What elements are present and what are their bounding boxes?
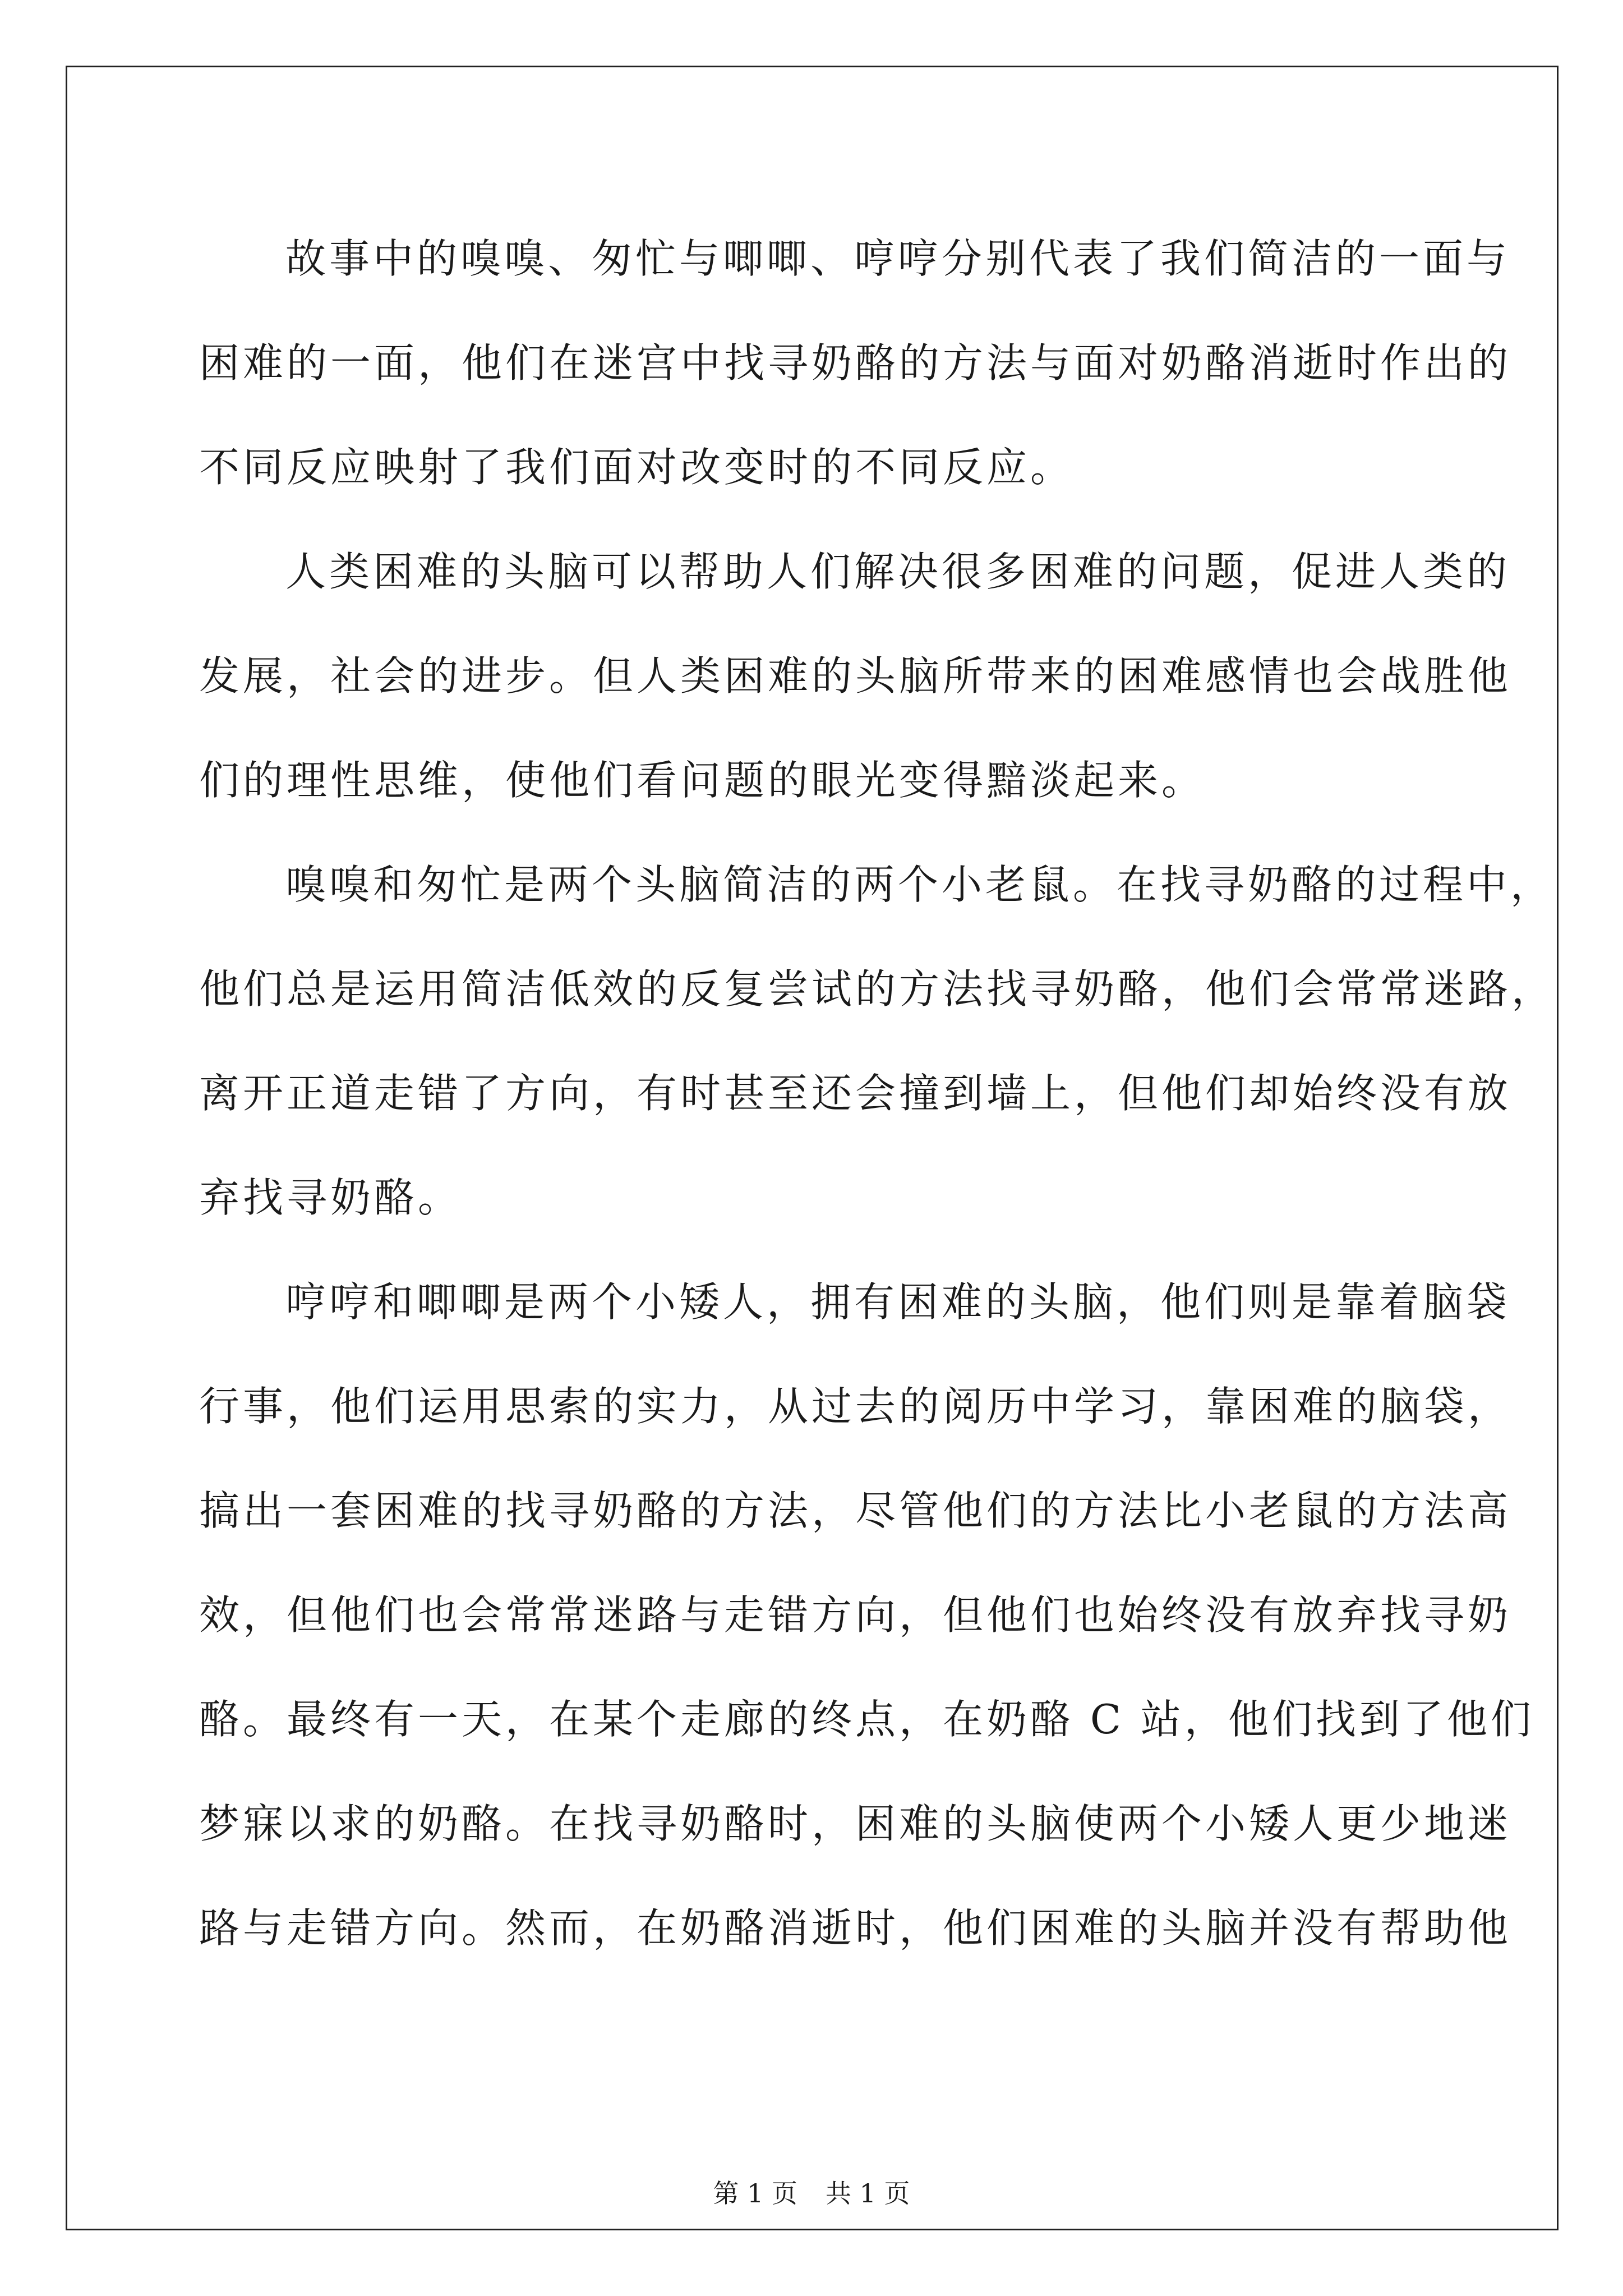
text-line: 梦寐以求的奶酪。在找寻奶酪时，困难的头脑使两个小矮人更少地迷 (199, 1800, 1512, 1847)
text-line: 们的理性思维，使他们看问题的眼光变得黯淡起来。 (199, 757, 1206, 804)
text-line: 哼哼和唧唧是两个小矮人，拥有困难的头脑，他们则是靠着脑袋 (285, 1278, 1511, 1326)
text-line: 人类困难的头脑可以帮助人们解决很多困难的问题，促进人类的 (285, 548, 1511, 595)
text-line: 效，但他们也会常常迷路与走错方向，但他们也始终没有放弃找寻奶 (199, 1591, 1512, 1639)
text-line: 发展，社会的进步。但人类困难的头脑所带来的困难感情也会战胜他 (199, 652, 1512, 700)
page-footer (0, 2177, 1623, 2210)
paragraph (199, 206, 1512, 519)
document-body (199, 206, 1556, 1980)
text-line: 他们总是运用简洁低效的反复尝试的方法找寻奶酪，他们会常常迷路， (199, 965, 1556, 1013)
text-line: 路与走错方向。然而，在奶酪消逝时，他们困难的头脑并没有帮助他 (199, 1904, 1512, 1952)
text-line: 弃找寻奶酪。 (199, 1174, 462, 1221)
paragraph (199, 1250, 1534, 1980)
page-total: 共 1 页 (826, 2178, 910, 2208)
text-line: 嗅嗅和匆忙是两个头脑简洁的两个小老鼠。在找寻奶酪的过程中， (285, 861, 1555, 908)
paragraph (199, 832, 1556, 1250)
page-number: 第 1 页 (713, 2178, 797, 2208)
text-line: 行事，他们运用思索的实力，从过去的阅历中学习，靠困难的脑袋， (199, 1383, 1512, 1430)
text-line: 困难的一面，他们在迷宫中找寻奶酪的方法与面对奶酪消逝时作出的 (199, 339, 1512, 386)
paragraph (199, 519, 1512, 832)
text-line: 搞出一套困难的找寻奶酪的方法，尽管他们的方法比小老鼠的方法高 (199, 1487, 1512, 1534)
text-line: 离开正道走错了方向，有时甚至还会撞到墙上，但他们却始终没有放 (199, 1070, 1512, 1117)
text-line: 不同反应映射了我们面对改变时的不同反应。 (199, 444, 1075, 491)
text-line: 酪。最终有一天，在某个走廊的终点，在奶酪 C 站，他们找到了他们 (199, 1696, 1534, 1743)
text-line: 故事中的嗅嗅、匆忙与唧唧、哼哼分别代表了我们简洁的一面与 (285, 235, 1511, 282)
